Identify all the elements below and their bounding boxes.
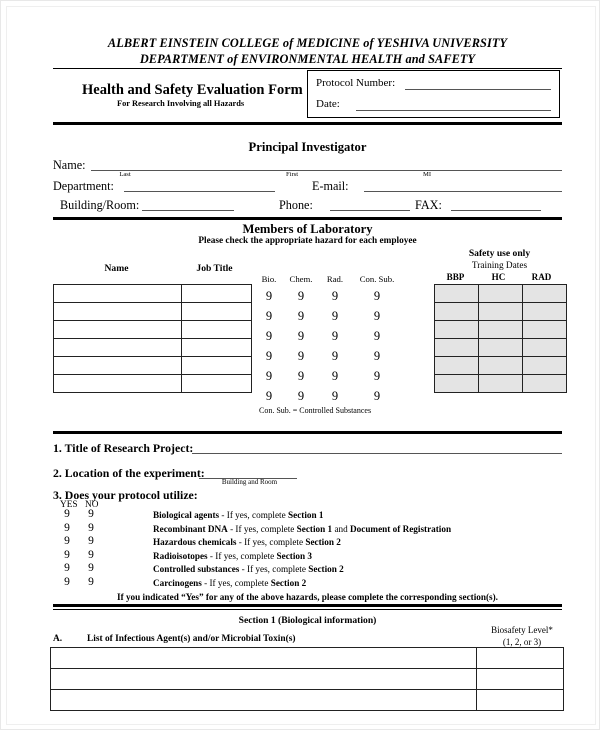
agent-cell[interactable]: [51, 690, 477, 711]
biosafety-level-label: Biosafety Level*: [491, 625, 553, 635]
notice-rule-thick: [53, 604, 562, 607]
member-job-cell[interactable]: [182, 357, 252, 375]
training-dates-table[interactable]: [434, 284, 567, 393]
no-checkbox[interactable]: 9: [88, 535, 94, 548]
table-row[interactable]: [54, 339, 252, 357]
member-con-sub-checkbox[interactable]: 9: [373, 289, 381, 303]
hazard-col-bio: Bio.: [261, 274, 277, 284]
date-label: Date:: [316, 98, 340, 110]
member-con-sub-checkbox[interactable]: 9: [373, 329, 381, 343]
rad-cell[interactable]: [523, 285, 567, 303]
section1-title: Section 1 (Biological information): [238, 615, 377, 626]
protocol-number-label: Protocol Number:: [316, 77, 396, 89]
institution-line-2: DEPARTMENT of ENVIRONMENTAL HEALTH and SAFETY: [139, 52, 476, 66]
pi-heading: Principal Investigator: [248, 140, 367, 154]
member-job-cell[interactable]: [182, 375, 252, 393]
bbp-cell[interactable]: [435, 375, 479, 393]
training-col-hc: HC: [491, 272, 506, 282]
table-row[interactable]: [54, 285, 252, 303]
pi-rule-bottom: [53, 217, 562, 220]
hazard-item-label: Radioisotopes - If yes, complete Section 3: [153, 550, 312, 561]
member-bio-checkbox[interactable]: 9: [265, 309, 273, 323]
form-title: Health and Safety Evaluation Form: [82, 82, 303, 98]
member-name-cell[interactable]: [54, 321, 182, 339]
institution-line-1: ALBERT EINSTEIN COLLEGE of MEDICINE of YESHIVA UNIVERSITY: [107, 36, 508, 50]
no-checkbox[interactable]: 9: [88, 521, 94, 534]
member-name-cell[interactable]: [54, 375, 182, 393]
pi-building-room-label: Building/Room:: [60, 198, 140, 212]
yes-checkbox[interactable]: 9: [64, 576, 70, 588]
hc-cell[interactable]: [479, 303, 523, 321]
training-col-rad: RAD: [531, 272, 552, 282]
q3-label: 3. Does your protocol utilize:: [53, 488, 198, 502]
safety-use-only-label: Safety use only: [468, 248, 531, 259]
hc-cell[interactable]: [479, 285, 523, 303]
pi-fax-input[interactable]: [451, 210, 541, 211]
member-name-cell[interactable]: [54, 285, 182, 303]
table-row[interactable]: [54, 357, 252, 375]
training-dates-label: Training Dates: [471, 261, 528, 271]
table-row[interactable]: [435, 285, 567, 303]
table-row[interactable]: [435, 339, 567, 357]
hazard-col-rad: Rad.: [326, 274, 344, 284]
member-bio-checkbox[interactable]: 9: [265, 349, 273, 363]
hazard-col-chem: Chem.: [289, 274, 313, 284]
bbp-cell[interactable]: [435, 321, 479, 339]
rad-cell[interactable]: [523, 303, 567, 321]
pi-name-input[interactable]: [91, 170, 562, 171]
biosafety-range-label: (1, 2, or 3): [502, 637, 542, 647]
notice-rule-thin: [53, 609, 562, 610]
pi-name-label: Name:: [53, 158, 86, 172]
member-con-sub-checkbox[interactable]: 9: [373, 389, 381, 403]
member-rad-checkbox[interactable]: 9: [331, 309, 339, 323]
member-chem-checkbox[interactable]: 9: [297, 289, 305, 303]
section1-item-letter: A.: [53, 634, 63, 644]
hc-cell[interactable]: [479, 321, 523, 339]
rad-cell[interactable]: [523, 375, 567, 393]
pi-fax-label: FAX:: [415, 198, 442, 212]
biosafety-level-cell[interactable]: [477, 648, 564, 669]
protocol-number-input[interactable]: [405, 89, 551, 90]
yes-checkbox[interactable]: 9: [64, 548, 70, 561]
hazard-item-label: Controlled substances - If yes, complete Section 2: [153, 564, 344, 575]
hc-cell[interactable]: [479, 339, 523, 357]
date-input[interactable]: [356, 110, 551, 111]
pi-name-mi-label: MI: [422, 171, 432, 178]
member-con-sub-checkbox[interactable]: 9: [373, 349, 381, 363]
member-rad-checkbox[interactable]: 9: [331, 369, 339, 383]
member-job-cell[interactable]: [182, 303, 252, 321]
hc-cell[interactable]: [479, 375, 523, 393]
rad-cell[interactable]: [523, 357, 567, 375]
pi-email-label: E-mail:: [312, 179, 349, 193]
yes-checkbox[interactable]: 9: [64, 535, 70, 548]
header-rule-top: [53, 68, 562, 69]
hazard-item-label: Carcinogens - If yes, complete Section 2: [153, 578, 307, 588]
form-subtitle: For Research Involving all Hazards: [117, 99, 245, 108]
no-checkbox[interactable]: 9: [88, 548, 94, 561]
rad-cell[interactable]: [523, 339, 567, 357]
member-name-cell[interactable]: [54, 303, 182, 321]
hazard-col-con-sub: Con. Sub.: [359, 274, 395, 284]
q1-label: 1. Title of Research Project:: [53, 441, 194, 455]
member-bio-checkbox[interactable]: 9: [265, 389, 273, 403]
no-checkbox[interactable]: 9: [88, 576, 94, 588]
column-header-job-title: Job Title: [196, 263, 233, 274]
member-job-cell[interactable]: [182, 321, 252, 339]
hazard-item-label: Hazardous chemicals - If yes, complete Section 2: [153, 537, 341, 548]
yes-column-label: YES: [60, 500, 78, 510]
member-chem-checkbox[interactable]: 9: [297, 369, 305, 383]
q2-label: 2. Location of the experiment:: [53, 466, 205, 480]
member-job-cell[interactable]: [182, 339, 252, 357]
agent-cell[interactable]: [51, 648, 477, 669]
member-job-cell[interactable]: [182, 285, 252, 303]
table-row[interactable]: [435, 321, 567, 339]
pi-email-input[interactable]: [364, 191, 562, 192]
protocol-box: [307, 70, 560, 118]
column-header-name: Name: [104, 263, 129, 274]
q1-input[interactable]: [192, 453, 562, 454]
bbp-cell[interactable]: [435, 357, 479, 375]
members-heading: Members of Laboratory: [242, 222, 373, 236]
agent-cell[interactable]: [51, 669, 477, 690]
member-rad-checkbox[interactable]: 9: [331, 389, 339, 403]
biosafety-level-cell[interactable]: [477, 690, 564, 711]
table-row[interactable]: [435, 375, 567, 393]
table-row[interactable]: [54, 321, 252, 339]
header-rule-bottom: [53, 122, 562, 125]
table-row[interactable]: [51, 669, 564, 690]
table-row[interactable]: [51, 690, 564, 711]
bbp-cell[interactable]: [435, 339, 479, 357]
section1-item-label: List of Infectious Agent(s) and/or Microbial Toxin(s): [87, 634, 296, 644]
no-column-label: NO: [85, 500, 99, 510]
members-subheading: Please check the appropriate hazard for each employee: [198, 236, 417, 246]
member-bio-checkbox[interactable]: 9: [265, 369, 273, 383]
table-row[interactable]: [51, 648, 564, 669]
pi-phone-input[interactable]: [330, 210, 410, 211]
member-bio-checkbox[interactable]: 9: [265, 329, 273, 343]
hazard-notice: If you indicated “Yes” for any of the above hazards, please complete the corresponding section(s).: [117, 592, 498, 602]
yes-checkbox[interactable]: 9: [64, 508, 70, 520]
pi-building-room-input[interactable]: [142, 210, 234, 211]
table-row[interactable]: [54, 375, 252, 393]
rad-cell[interactable]: [523, 321, 567, 339]
member-rad-checkbox[interactable]: 9: [331, 329, 339, 343]
hazard-item-label: Recombinant DNA - If yes, complete Section 1 and Document of Registration: [153, 523, 452, 534]
no-checkbox[interactable]: 9: [88, 562, 94, 575]
pi-name-first-label: First: [285, 171, 299, 178]
member-rad-checkbox[interactable]: 9: [331, 289, 339, 303]
pi-department-label: Department:: [53, 179, 114, 193]
table-row[interactable]: [54, 303, 252, 321]
member-name-cell[interactable]: [54, 357, 182, 375]
member-chem-checkbox[interactable]: 9: [297, 389, 305, 403]
biosafety-level-cell[interactable]: [477, 669, 564, 690]
infectious-agents-table[interactable]: [50, 647, 564, 711]
yes-checkbox[interactable]: 9: [64, 521, 70, 534]
member-chem-checkbox[interactable]: 9: [297, 309, 305, 323]
lab-members-table[interactable]: [53, 284, 252, 393]
hazard-item-label: Biological agents - If yes, complete Section 1: [153, 510, 324, 520]
member-chem-checkbox[interactable]: 9: [297, 349, 305, 363]
pi-name-last-label: Last: [119, 171, 131, 178]
training-col-bbp: BBP: [446, 272, 465, 282]
member-bio-checkbox[interactable]: 9: [265, 289, 273, 303]
member-name-cell[interactable]: [54, 339, 182, 357]
hc-cell[interactable]: [479, 357, 523, 375]
con-sub-footnote: Con. Sub. = Controlled Substances: [259, 406, 372, 415]
members-rule-bottom: [53, 431, 562, 434]
table-row[interactable]: [435, 357, 567, 375]
yes-checkbox[interactable]: 9: [64, 562, 70, 575]
member-chem-checkbox[interactable]: 9: [297, 329, 305, 343]
table-row[interactable]: [435, 303, 567, 321]
bbp-cell[interactable]: [435, 303, 479, 321]
member-rad-checkbox[interactable]: 9: [331, 349, 339, 363]
pi-department-input[interactable]: [124, 191, 275, 192]
q2-sub-label: Building and Room: [221, 478, 278, 486]
member-con-sub-checkbox[interactable]: 9: [373, 369, 381, 383]
bbp-cell[interactable]: [435, 285, 479, 303]
no-checkbox[interactable]: 9: [88, 508, 94, 520]
member-con-sub-checkbox[interactable]: 9: [373, 309, 381, 323]
pi-phone-label: Phone:: [279, 198, 313, 212]
document-sheet: [6, 6, 596, 725]
